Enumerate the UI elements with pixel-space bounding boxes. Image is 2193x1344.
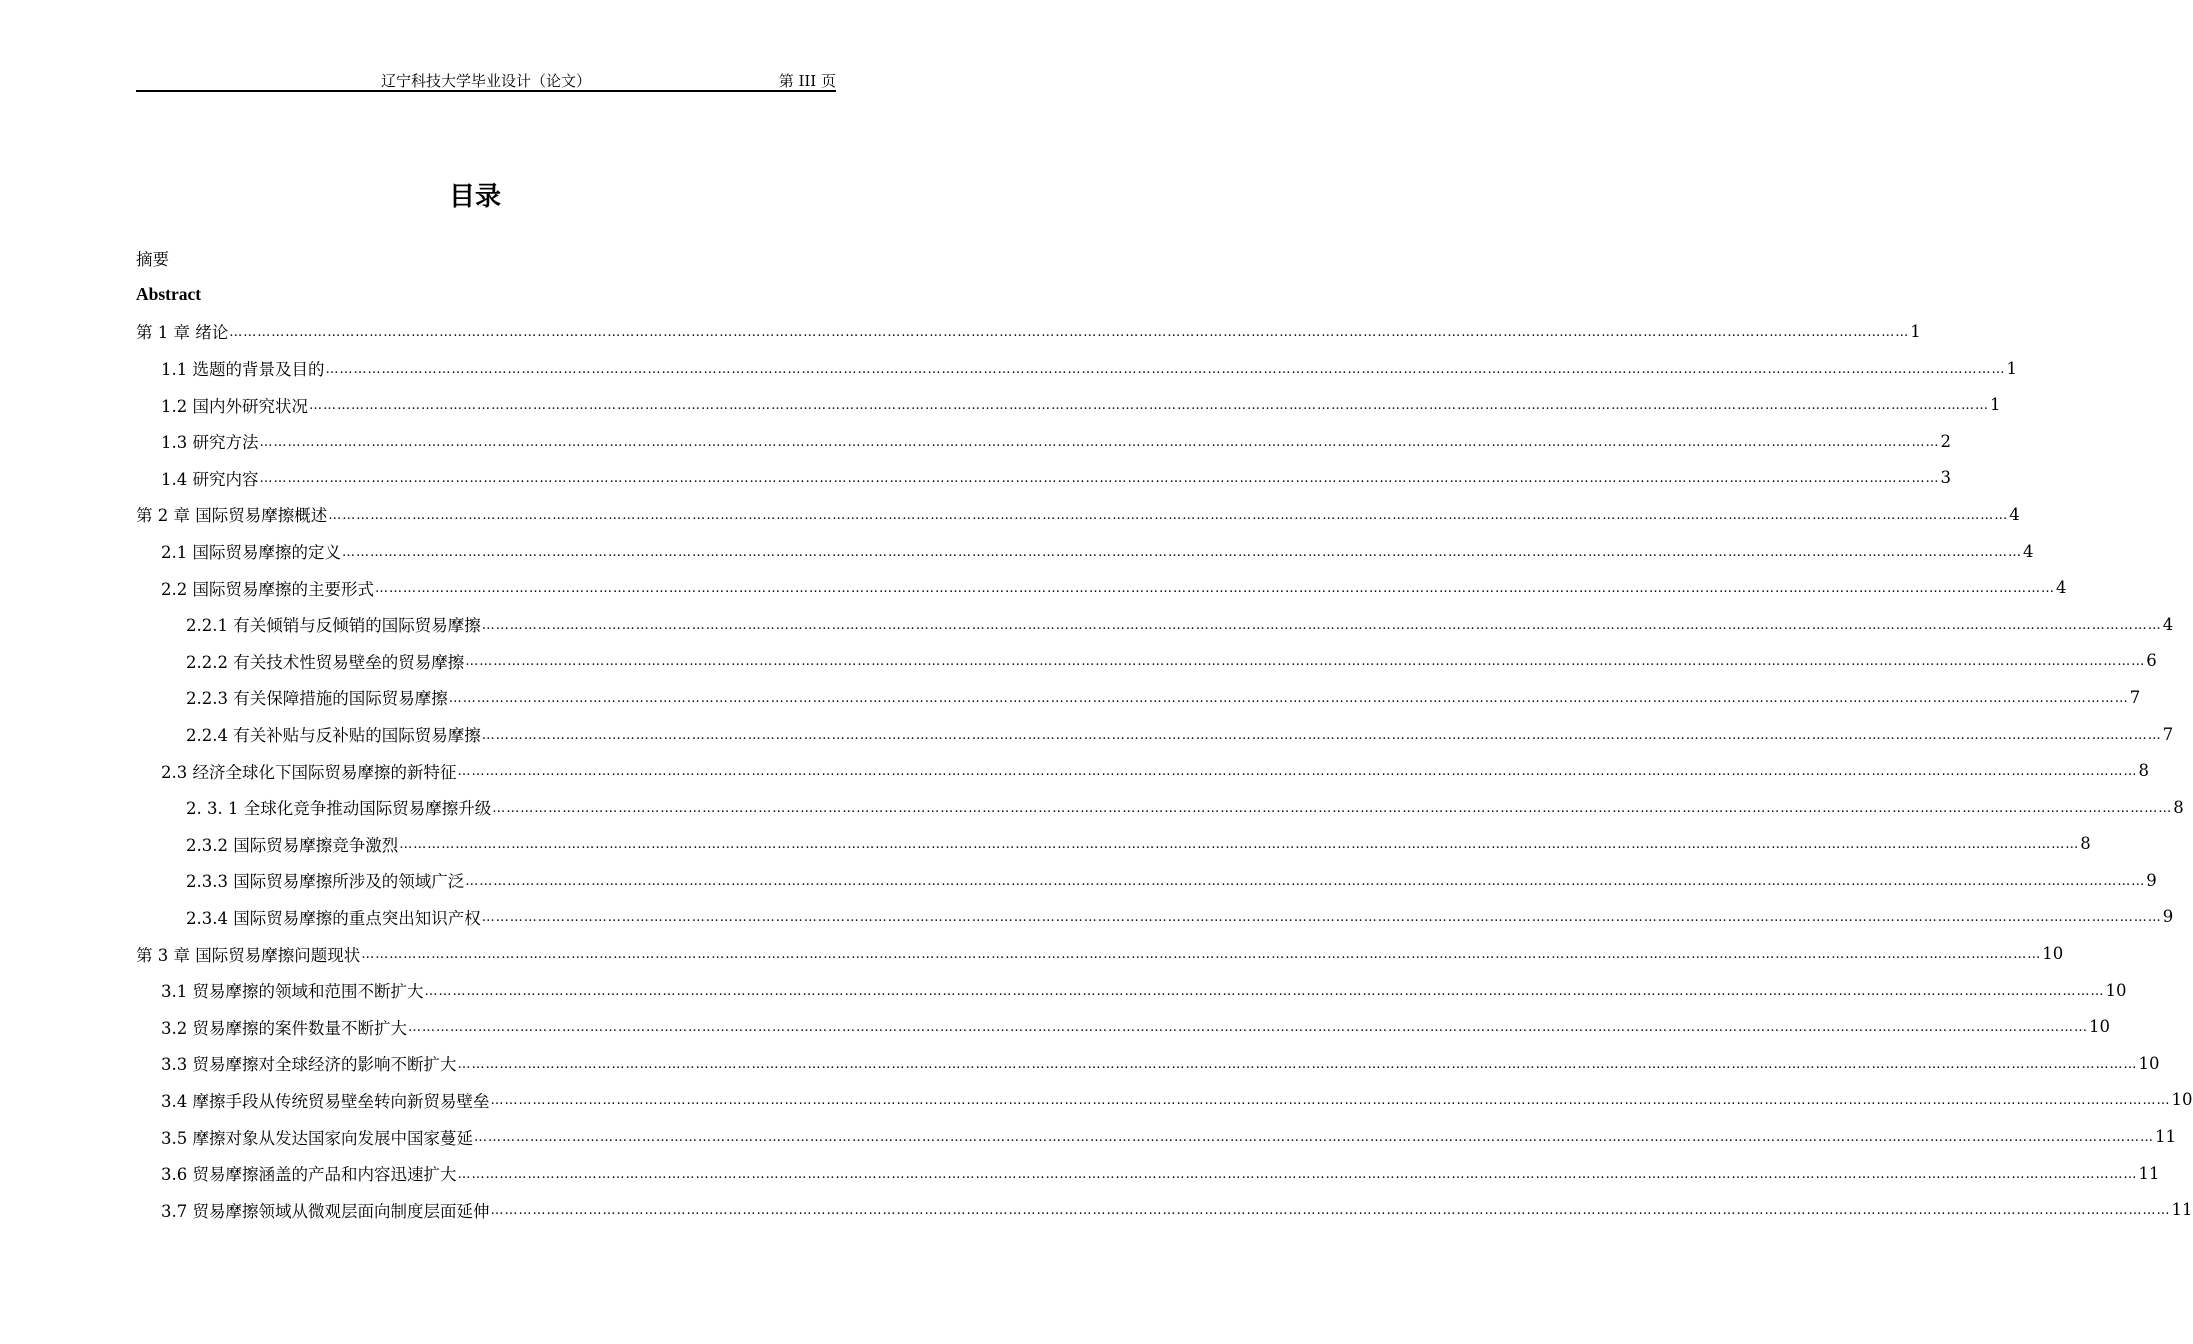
toc-dot-leader: ……………………………………………………………………………………………………………………………………………………………………………………………………………………………………………………………………………………………………………………………… <box>481 910 2162 926</box>
toc-entry[interactable] <box>136 386 2001 423</box>
toc-dot-leader: ……………………………………………………………………………………………………………………………………………………………………………………………………………………………………………………………………………………………………………………………… <box>465 873 2146 889</box>
toc-entry[interactable] <box>136 277 837 314</box>
toc-entry[interactable] <box>136 1191 2193 1228</box>
toc-dot-leader: ……………………………………………………………………………………………………………………………………………………………………………………………………………………………………………………………………………………………………………………………… <box>342 544 2022 560</box>
toc-dot-leader: ……………………………………………………………………………………………………………………………………………………………………………………………………………………………………………………………………………………………………………………………… <box>457 1166 2138 1182</box>
toc-entry-text: 2.2.4 有关补贴与反补贴的国际贸易摩擦 <box>186 726 481 746</box>
toc-page-number: 11 <box>2138 1163 2160 1183</box>
toc-entry[interactable] <box>136 1155 2160 1192</box>
toc-entry-text: 1.2 国内外研究状况 <box>161 396 308 416</box>
toc-entry-text: 3.7 贸易摩擦领域从微观层面向制度层面延伸 <box>161 1201 490 1221</box>
toc-dot-leader: ……………………………………………………………………………………………………………………………………………………………………………………………………………………………………………………………………………………………………………………………… <box>229 324 1910 340</box>
toc-entry-text: 2.3.2 国际贸易摩擦竞争激烈 <box>186 835 399 855</box>
toc-entry[interactable] <box>136 533 2034 570</box>
toc-entry[interactable] <box>136 1008 2110 1045</box>
toc-page-number: 1 <box>2006 358 2017 378</box>
toc-dot-leader: ……………………………………………………………………………………………………………………………………………………………………………………………………………………………………………………………………………………………………………………………… <box>328 507 2009 523</box>
toc-entry[interactable] <box>136 1118 2176 1155</box>
toc-entry-text: 2.2.2 有关技术性贸易壁垒的贸易摩擦 <box>186 652 465 672</box>
toc-page-number: 10 <box>2042 944 2064 964</box>
toc-entry[interactable] <box>136 899 2174 936</box>
toc-title: 目录 <box>448 182 501 212</box>
toc-page-number: 4 <box>2009 504 2020 524</box>
toc-entry[interactable] <box>136 972 2127 1009</box>
toc-page-number: 4 <box>2023 541 2034 561</box>
toc-page-number: 7 <box>2162 724 2174 744</box>
toc-dot-leader: ……………………………………………………………………………………………………………………………………………………………………………………………………………………………………………………………………………………………………………………………… <box>424 983 2105 999</box>
toc-entry-text: 第 3 章 国际贸易摩擦问题现状 <box>136 945 361 965</box>
toc-entry-text: 2.1 国际贸易摩擦的定义 <box>161 543 341 563</box>
toc-dot-leader: ……………………………………………………………………………………………………………………………………………………………………………………………………………………………………………………………………………………………………………………………… <box>465 654 2146 670</box>
toc-entry[interactable] <box>136 752 2149 789</box>
toc-dot-leader: ……………………………………………………………………………………………………………………………………………………………………………………………………………………………………………………………………………………………………………………………… <box>490 1093 2171 1109</box>
toc-entry-text: 3.4 摩擦手段从传统贸易壁垒转向新贸易壁垒 <box>161 1091 490 1111</box>
toc-entry-text: 2. 3. 1 全球化竞争推动国际贸易摩擦升级 <box>186 799 492 819</box>
toc-page-number: 8 <box>2173 797 2184 817</box>
toc-entry-text: 第 2 章 国际贸易摩擦概述 <box>136 506 328 526</box>
toc-page-number: 10 <box>2171 1090 2193 1110</box>
toc-dot-leader: ……………………………………………………………………………………………………………………………………………………………………………………………………………………………………………………………………………………………………………………………… <box>457 764 2138 780</box>
header-page-number: 第 III 页 <box>778 72 836 90</box>
toc-page-number: 1 <box>1910 321 1921 341</box>
page-header <box>136 68 836 92</box>
toc-page-number: 8 <box>2138 761 2149 781</box>
toc-entry[interactable] <box>136 350 2017 387</box>
toc-entry-text: 2.2 国际贸易摩擦的主要形式 <box>161 579 374 599</box>
toc-entry-text: 2.2.1 有关倾销与反倾销的国际贸易摩擦 <box>186 616 481 636</box>
toc-dot-leader: ……………………………………………………………………………………………………………………………………………………………………………………………………………………………………………………………………………………………………………………………… <box>474 1130 2154 1146</box>
toc-page-number: 10 <box>2105 980 2127 1000</box>
toc-entry[interactable] <box>136 679 2141 716</box>
toc-entry-text: 2.3 经济全球化下国际贸易摩擦的新特征 <box>161 762 457 782</box>
toc-dot-leader: ……………………………………………………………………………………………………………………………………………………………………………………………………………………………………………………………………………………………………………………………… <box>259 434 1940 450</box>
toc-entry-text: 第 1 章 绪论 <box>136 323 229 343</box>
toc-page-number: 10 <box>2089 1017 2110 1037</box>
toc-dot-leader: ……………………………………………………………………………………………………………………………………………………………………………………………………………………………………………………………………………………………………………………………… <box>408 1020 2088 1036</box>
toc-page-number: 8 <box>2080 834 2091 854</box>
toc-page-number: 3 <box>1940 468 1951 488</box>
toc-entry[interactable] <box>136 569 2067 606</box>
toc-entry[interactable] <box>136 460 1951 497</box>
toc-entry-text: 3.1 贸易摩擦的领域和范围不断扩大 <box>161 982 424 1002</box>
toc-entry[interactable] <box>136 423 1951 460</box>
toc-page-number: 10 <box>2138 1053 2160 1073</box>
toc-entry[interactable] <box>136 240 837 277</box>
toc-entry[interactable] <box>136 862 2157 899</box>
toc-dot-leader: ……………………………………………………………………………………………………………………………………………………………………………………………………………………………………………………………………………………………………………………………… <box>492 800 2173 816</box>
toc-dot-leader: ……………………………………………………………………………………………………………………………………………………………………………………………………………………………………………………………………………………………………………………………… <box>481 727 2162 743</box>
toc-entry[interactable] <box>136 1082 2193 1119</box>
toc-dot-leader: ……………………………………………………………………………………………………………………………………………………………………………………………………………………………………………………………………………………………………………………………… <box>309 398 1989 414</box>
toc-page-number: 9 <box>2162 907 2174 927</box>
toc-page-number: 11 <box>2155 1127 2176 1147</box>
toc-dot-leader: ……………………………………………………………………………………………………………………………………………………………………………………………………………………………………………………………………………………………………………………………… <box>448 690 2129 706</box>
toc-entry-text: 3.6 贸易摩擦涵盖的产品和内容迅速扩大 <box>161 1165 457 1185</box>
toc-entry[interactable] <box>136 643 2157 680</box>
toc-entry[interactable] <box>136 789 2184 826</box>
toc-dot-leader: ……………………………………………………………………………………………………………………………………………………………………………………………………………………………………………………………………………………………………………………………… <box>457 1056 2138 1072</box>
toc-entry-text: 2.3.4 国际贸易摩擦的重点突出知识产权 <box>186 908 481 928</box>
toc-dot-leader: ……………………………………………………………………………………………………………………………………………………………………………………………………………………………………………………………………………………………………………………………… <box>481 617 2162 633</box>
toc-entry-text: 3.5 摩擦对象从发达国家向发展中国家蔓延 <box>161 1128 473 1148</box>
toc-dot-leader: ……………………………………………………………………………………………………………………………………………………………………………………………………………………………………………………………………………………………………………………………… <box>361 947 2042 963</box>
toc-entry-text: 摘要 <box>136 250 169 270</box>
toc-entry[interactable] <box>136 716 2174 753</box>
toc-dot-leader: ……………………………………………………………………………………………………………………………………………………………………………………………………………………………………………………………………………………………………………………………… <box>325 361 2006 377</box>
toc-entry[interactable] <box>136 826 2091 863</box>
toc-dot-leader: ……………………………………………………………………………………………………………………………………………………………………………………………………………………………………………………………………………………………………………………………… <box>490 1203 2171 1219</box>
toc-page-number: 1 <box>1990 395 2001 415</box>
table-of-contents <box>136 240 2193 1228</box>
toc-entry[interactable] <box>136 1045 2160 1082</box>
toc-entry-text: 2.2.3 有关保障措施的国际贸易摩擦 <box>186 689 448 709</box>
toc-dot-leader: ……………………………………………………………………………………………………………………………………………………………………………………………………………………………………………………………………………………………………………………………… <box>399 837 2080 853</box>
toc-entry[interactable] <box>136 496 2020 533</box>
toc-page-number: 2 <box>1940 431 1951 451</box>
toc-page-number: 9 <box>2146 870 2157 890</box>
toc-page-number: 4 <box>2056 578 2067 598</box>
toc-entry-text: 2.3.3 国际贸易摩擦所涉及的领域广泛 <box>186 872 465 892</box>
toc-page-number: 6 <box>2146 651 2157 671</box>
toc-dot-leader: ……………………………………………………………………………………………………………………………………………………………………………………………………………………………………………………………………………………………………………………………… <box>259 471 1940 487</box>
toc-page-number: 11 <box>2171 1200 2193 1220</box>
toc-entry-text: 3.3 贸易摩擦对全球经济的影响不断扩大 <box>161 1055 457 1075</box>
toc-entry-text: 1.3 研究方法 <box>161 433 259 453</box>
toc-page-number: 7 <box>2129 687 2141 707</box>
toc-entry-text: Abstract <box>136 284 202 305</box>
toc-entry-text: 3.2 贸易摩擦的案件数量不断扩大 <box>161 1018 407 1038</box>
toc-entry[interactable] <box>136 313 1921 350</box>
header-title: 辽宁科技大学毕业设计（论文） <box>380 72 591 90</box>
toc-entry[interactable] <box>136 606 2174 643</box>
toc-dot-leader: ……………………………………………………………………………………………………………………………………………………………………………………………………………………………………………………………………………………………………………………………… <box>375 581 2055 597</box>
toc-entry-text: 1.4 研究内容 <box>161 469 259 489</box>
toc-page-number: 4 <box>2162 614 2174 634</box>
toc-entry-text: 1.1 选题的背景及目的 <box>161 360 325 380</box>
toc-entry[interactable] <box>136 935 2064 972</box>
